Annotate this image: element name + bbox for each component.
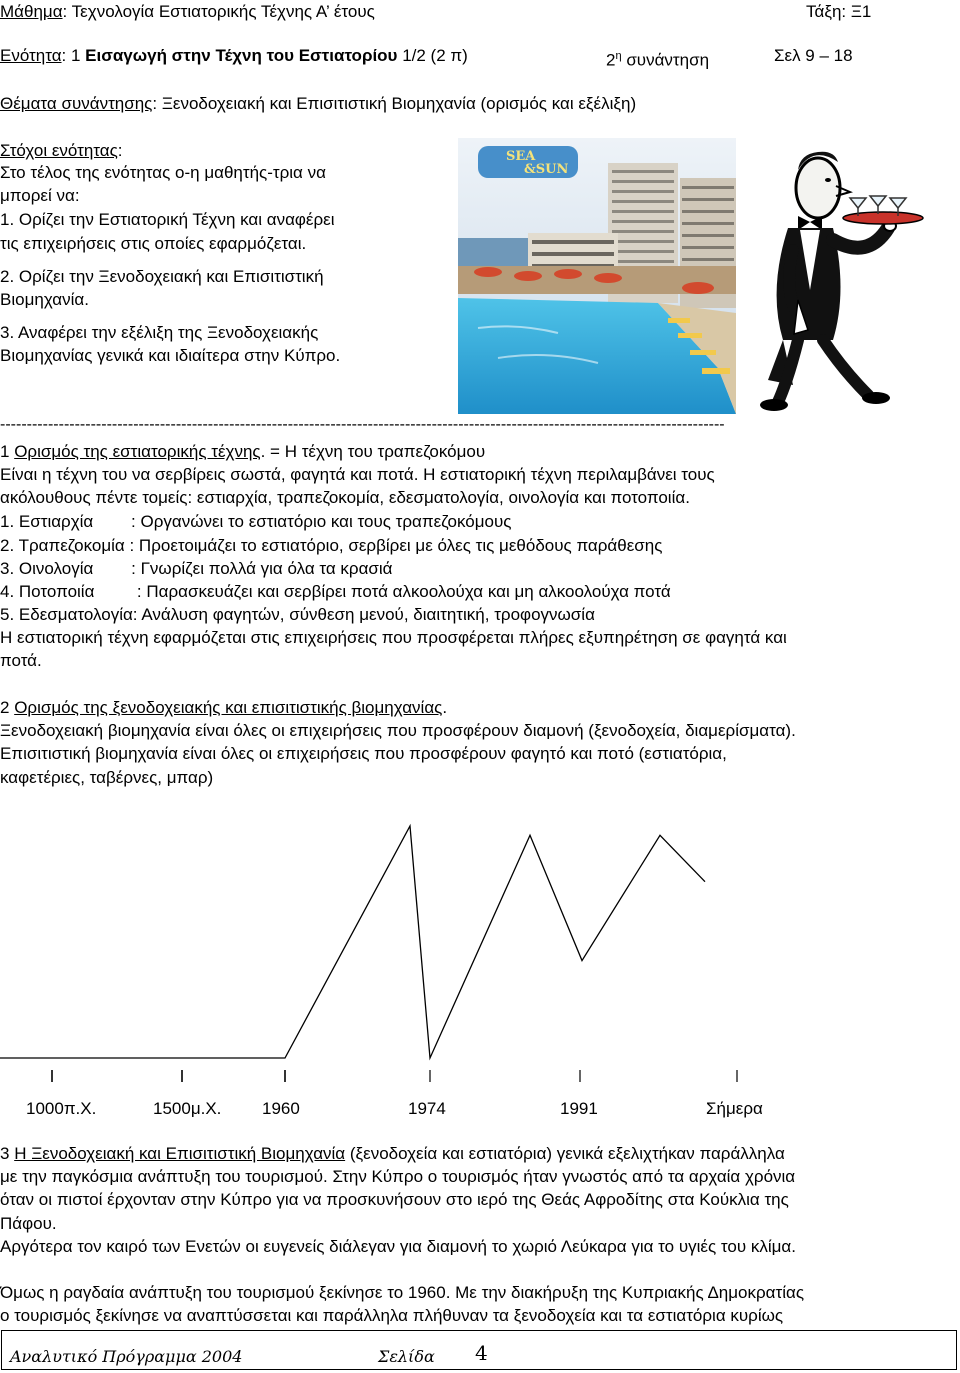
- section2-heading-text: Ορισμός της ξενοδοχειακής και επισιτιστικής βιομηχανίας: [14, 698, 443, 717]
- body-line: 4. Ποτοποιία : Παρασκευάζει και σερβίρει ποτά αλκοολούχα και μη αλκοολούχα ποτά: [0, 582, 671, 601]
- section1-number: 1: [0, 442, 15, 461]
- goal-line: 2. Ορίζει την Ξενοδοχειακή και Επισιτιστική: [0, 267, 324, 286]
- goals-title-text: Στόχοι ενότητας: [0, 141, 118, 160]
- pages-range: Σελ 9 – 18: [774, 46, 853, 65]
- footer: [1, 1330, 957, 1370]
- body-line: Όμως η ραγδαία ανάπτυξη του τουρισμού ξεκίνησε το 1960. Με την διακήρυξη της Κυπριακής Δημοκρατίας: [0, 1283, 805, 1302]
- section3-number: 3: [0, 1144, 15, 1163]
- section1-heading-tail: . = Η τέχνη του τραπεζοκόμου: [260, 442, 486, 461]
- subject-value: : Τεχνολογία Εστιατορικής Τέχνης Α’ έτους: [62, 2, 375, 21]
- footer-program: Αναλυτικό Πρόγραμμα 2004: [10, 1347, 243, 1366]
- unit-number: : 1: [61, 46, 86, 65]
- x-tick-label-5: Σήμερα: [706, 1099, 763, 1118]
- meeting-label: συνάντηση: [621, 50, 710, 70]
- footer-page-label: Σελίδα: [378, 1347, 435, 1366]
- body-line: Πάφου.: [0, 1214, 57, 1233]
- body-line: Αργότερα τον καιρό των Ενετών οι ευγενείς διάλεγαν για διαμονή το χωριό Λεύκαρα για το υγιές του κλίμα.: [0, 1237, 796, 1256]
- hotel-photo: [458, 138, 736, 414]
- body-line: καφετέριες, ταβέρνες, μπαρ): [0, 768, 214, 787]
- x-tick-label-1: 1500μ.Χ.: [153, 1099, 222, 1118]
- goal-line: τις επιχειρήσεις στις οποίες εφαρμόζεται.: [0, 234, 307, 253]
- x-tick-label-2: 1960: [262, 1099, 300, 1118]
- goals-title: [0, 140, 123, 162]
- topics-value: : Ξενοδοχειακή και Επισιτιστική Βιομηχανία (ορισμός και εξέλιξη): [152, 94, 637, 113]
- goals-title-colon: :: [117, 141, 123, 160]
- evolution-line: [0, 826, 705, 1058]
- section3-heading-tail: (ξενοδοχεία και εστιατόρια) γενικά εξελιχτήκαν παράλληλα: [345, 1144, 785, 1163]
- body-line: 2. Τραπεζοκομία : Προετοιμάζει το εστιατόριο, σερβίρει με όλες τις μεθόδους παράθεσης: [0, 536, 663, 555]
- x-tick-label-3: 1974: [408, 1099, 446, 1118]
- waiter-illustration: [738, 140, 928, 415]
- section2-heading-tail: .: [442, 698, 448, 717]
- unit-label: Ενότητα: [0, 46, 62, 65]
- body-line: ο τουρισμός ξεκίνησε να αναπτύσσεται και παράλληλα πλήθυναν τα ξενοδοχεία και τα εστιατόρια κυρίως: [0, 1306, 784, 1325]
- subject-label: Μάθημα: [0, 2, 63, 21]
- unit-line: [0, 45, 468, 67]
- body-line: Επισιτιστική βιομηχανία είναι όλες οι επιχειρήσεις που προσφέρουν φαγητό και ποτό (εστιατόρια,: [0, 744, 727, 763]
- body-line: 5. Εδεσματολογία: Ανάλυση φαγητών, σύνθεση μενού, διαιτητική, τροφογνωσία: [0, 605, 595, 624]
- body-line: ποτά.: [0, 651, 42, 670]
- section1-heading: [0, 441, 485, 463]
- section2-number: 2: [0, 698, 15, 717]
- goal-line: Βιομηχανίας γενικά και ιδιαίτερα στην Κύπρο.: [0, 346, 341, 365]
- body-line: ακόλουθους πέντε τομείς: εστιαρχία, τραπεζοκομία, εδεσματολογία, οινολογία και ποτοποιία.: [0, 488, 690, 507]
- body-line: όταν οι πιστοί έρχονταν στην Κύπρο για να προσκυνήσουν στο ιερό της Θεάς Αφροδίτης στα Κούκλια της: [0, 1190, 789, 1209]
- logo-text-sea: SEA: [506, 149, 536, 164]
- goal-line: 3. Αναφέρει την εξέλιξη της Ξενοδοχειακής: [0, 323, 319, 342]
- evolution-chart: [0, 790, 960, 1130]
- topics-line: [0, 93, 636, 115]
- x-tick-label-0: 1000π.Χ.: [26, 1099, 97, 1118]
- goal-line: 1. Ορίζει την Εστιατορική Τέχνη και αναφέρει: [0, 210, 335, 229]
- section1-heading-text: Ορισμός της εστιατορικής τέχνης: [14, 442, 261, 461]
- subject-line: [0, 1, 375, 23]
- logo-text-sun: &SUN: [524, 162, 569, 177]
- sea-and-sun-logo: [478, 146, 578, 178]
- x-tick-labels: [26, 1099, 763, 1118]
- goal-line: μπορεί να:: [0, 186, 80, 205]
- section2-heading: [0, 697, 447, 719]
- topics-label: Θέματα συνάντησης: [0, 94, 153, 113]
- section3-heading-text: Η Ξενοδοχειακή και Επισιτιστική Βιομηχανία: [14, 1144, 346, 1163]
- unit-part: 1/2 (2 π): [397, 46, 468, 65]
- footer-page-number: 4: [475, 1341, 488, 1365]
- body-line: 1. Εστιαρχία : Οργανώνει το εστιατόριο και τους τραπεζοκόμους: [0, 512, 512, 531]
- x-tick-label-4: 1991: [560, 1099, 598, 1118]
- section3-heading: [0, 1143, 785, 1165]
- x-ticks: [52, 1070, 737, 1082]
- body-line: Ξενοδοχειακή βιομηχανία είναι όλες οι επιχειρήσεις που προσφέρουν διαμονή (ξενοδοχεία, διαμερίσματα).: [0, 721, 796, 740]
- unit-title: Εισαγωγή στην Τέχνη του Εστιατορίου: [85, 46, 398, 65]
- evolution-polyline: [0, 826, 705, 1058]
- separator-line: ----------------------------------------------------------------------------------------------------------------------------------------: [0, 416, 725, 433]
- goal-line: Βιομηχανία.: [0, 290, 89, 309]
- meeting-number: 2: [606, 50, 616, 70]
- body-line: 3. Οινολογία : Γνωρίζει πολλά για όλα τα κρασιά: [0, 559, 393, 578]
- meeting-sup: η: [615, 50, 622, 62]
- body-line: Η εστιατορική τέχνη εφαρμόζεται στις επιχειρήσεις που προσφέρεται πλήρες εξυπηρέτηση σε φαγητά και: [0, 628, 787, 647]
- meeting-text: [606, 45, 709, 72]
- body-line: με την παγκόσμια ανάπτυξη του τουρισμού. Στην Κύπρο ο τουρισμός ήταν γνωστός από τα αρχαία χρόνια: [0, 1167, 796, 1186]
- body-line: Είναι η τέχνη του να σερβίρεις σωστά, φαγητά και ποτά. Η εστιατορική τέχνη περιλαμβάνει τους: [0, 465, 715, 484]
- goal-line: Στο τέλος της ενότητας ο-η μαθητής-τρια να: [0, 163, 326, 182]
- class-text: Τάξη: Ξ1: [806, 2, 872, 21]
